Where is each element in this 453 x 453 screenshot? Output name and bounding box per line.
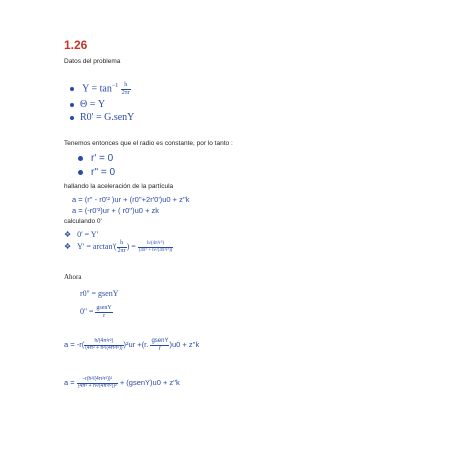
- calc-item-2-fraction: [117, 240, 127, 254]
- final-eq2: [64, 377, 180, 389]
- dato-r0-text: R0' = G.senY: [80, 112, 135, 123]
- calc-item-2-num: h: [117, 240, 127, 248]
- final-eq1-fraction: [84, 339, 123, 351]
- calc-item-2: [64, 240, 173, 254]
- final-eq2-fraction: [77, 377, 118, 389]
- dato-r0: [70, 112, 134, 123]
- calc-item-1-text: 0' = Y': [77, 230, 99, 239]
- bullet-icon: [70, 116, 74, 120]
- calc-item-2-result-num: h/(4π²r²): [138, 241, 174, 248]
- calc-item-2-result-den: (4π² + h²/(4π²r²)): [138, 247, 173, 253]
- ahora-eq2-den: r: [103, 312, 106, 319]
- calc-item-2-rhs: ) =: [126, 241, 136, 251]
- final-eq1-den-2: r: [158, 345, 161, 352]
- ahora-eq2: [80, 305, 113, 319]
- final-eq2-num: −r(h²/(4π²r²))²: [77, 377, 118, 384]
- calc-item-2-den: 2πr: [117, 247, 126, 254]
- final-eq2-den: (4π² + h²/(4π²r²))²: [77, 382, 117, 389]
- diamond-bullet-icon: ❖: [64, 241, 72, 251]
- final-eq1-prefix: a = -r(: [64, 340, 85, 350]
- datos-label: Datos del problema: [64, 58, 121, 65]
- ahora-eq1: r0'' = gsenY: [80, 289, 119, 298]
- accel-eq2: a = (-r0'²)ur + ( r0'')u0 + zk: [72, 206, 160, 215]
- accel-eq1: a = (r'' - r0'² )ur + (r0''+2r'0')u0 + z''k: [72, 195, 190, 204]
- final-eq1-fraction-2: [150, 338, 169, 352]
- bullet-icon: [78, 170, 83, 175]
- calc-item-2-lhs: Y' = arctan'(: [77, 241, 117, 251]
- dato-tan-fraction: [121, 82, 131, 96]
- calc-label: calculando 0': [64, 218, 102, 225]
- dato-tan-lhs: Y = tan: [82, 83, 112, 95]
- radio-item-2: [78, 167, 115, 178]
- final-eq1-num: h/(4π²r²): [84, 339, 123, 346]
- calc-item-1: [64, 230, 98, 239]
- dato-tan-den: 2πr: [121, 89, 130, 96]
- radio-item-1-text: r' = 0: [91, 153, 114, 164]
- diamond-bullet-icon: ❖: [64, 230, 72, 239]
- final-eq1: [64, 338, 199, 352]
- dato-theta-text: Θ = Y: [80, 99, 106, 110]
- radio-item-1: [78, 153, 113, 164]
- dato-tan: [70, 82, 131, 96]
- ahora-eq2-lhs: 0'' =: [80, 306, 94, 316]
- bullet-icon: [70, 87, 74, 91]
- dato-tan-num: h: [121, 82, 131, 90]
- bullet-icon: [70, 103, 74, 107]
- bullet-icon: [78, 156, 83, 161]
- final-eq2-prefix: a =: [64, 377, 75, 387]
- ahora-label: Ahora: [64, 273, 82, 281]
- problem-number: 1.26: [64, 38, 88, 52]
- final-eq2-suffix: + (gsenY)u0 + z''k: [119, 377, 180, 387]
- radio-item-2-text: r'' = 0: [91, 167, 116, 178]
- calc-item-2-result-fraction: [138, 241, 174, 253]
- accel-label: hallando la aceleración de la partícula: [64, 183, 174, 190]
- ahora-eq2-num: gsenY: [96, 305, 112, 311]
- radio-text: Tenemos entonces que el radio es constante, por lo tanto :: [64, 140, 233, 147]
- dato-tan-sup: −1: [111, 83, 119, 90]
- ahora-eq2-fraction: [95, 305, 112, 319]
- final-eq1-den: (4π² + h²/(4π²r²)): [85, 344, 123, 351]
- final-eq1-suffix: )u0 + z''k: [169, 340, 200, 350]
- dato-theta: [70, 99, 105, 110]
- final-eq1-num-2: gsenY: [151, 338, 169, 344]
- final-eq1-mid: )²ur +(r.: [123, 340, 149, 350]
